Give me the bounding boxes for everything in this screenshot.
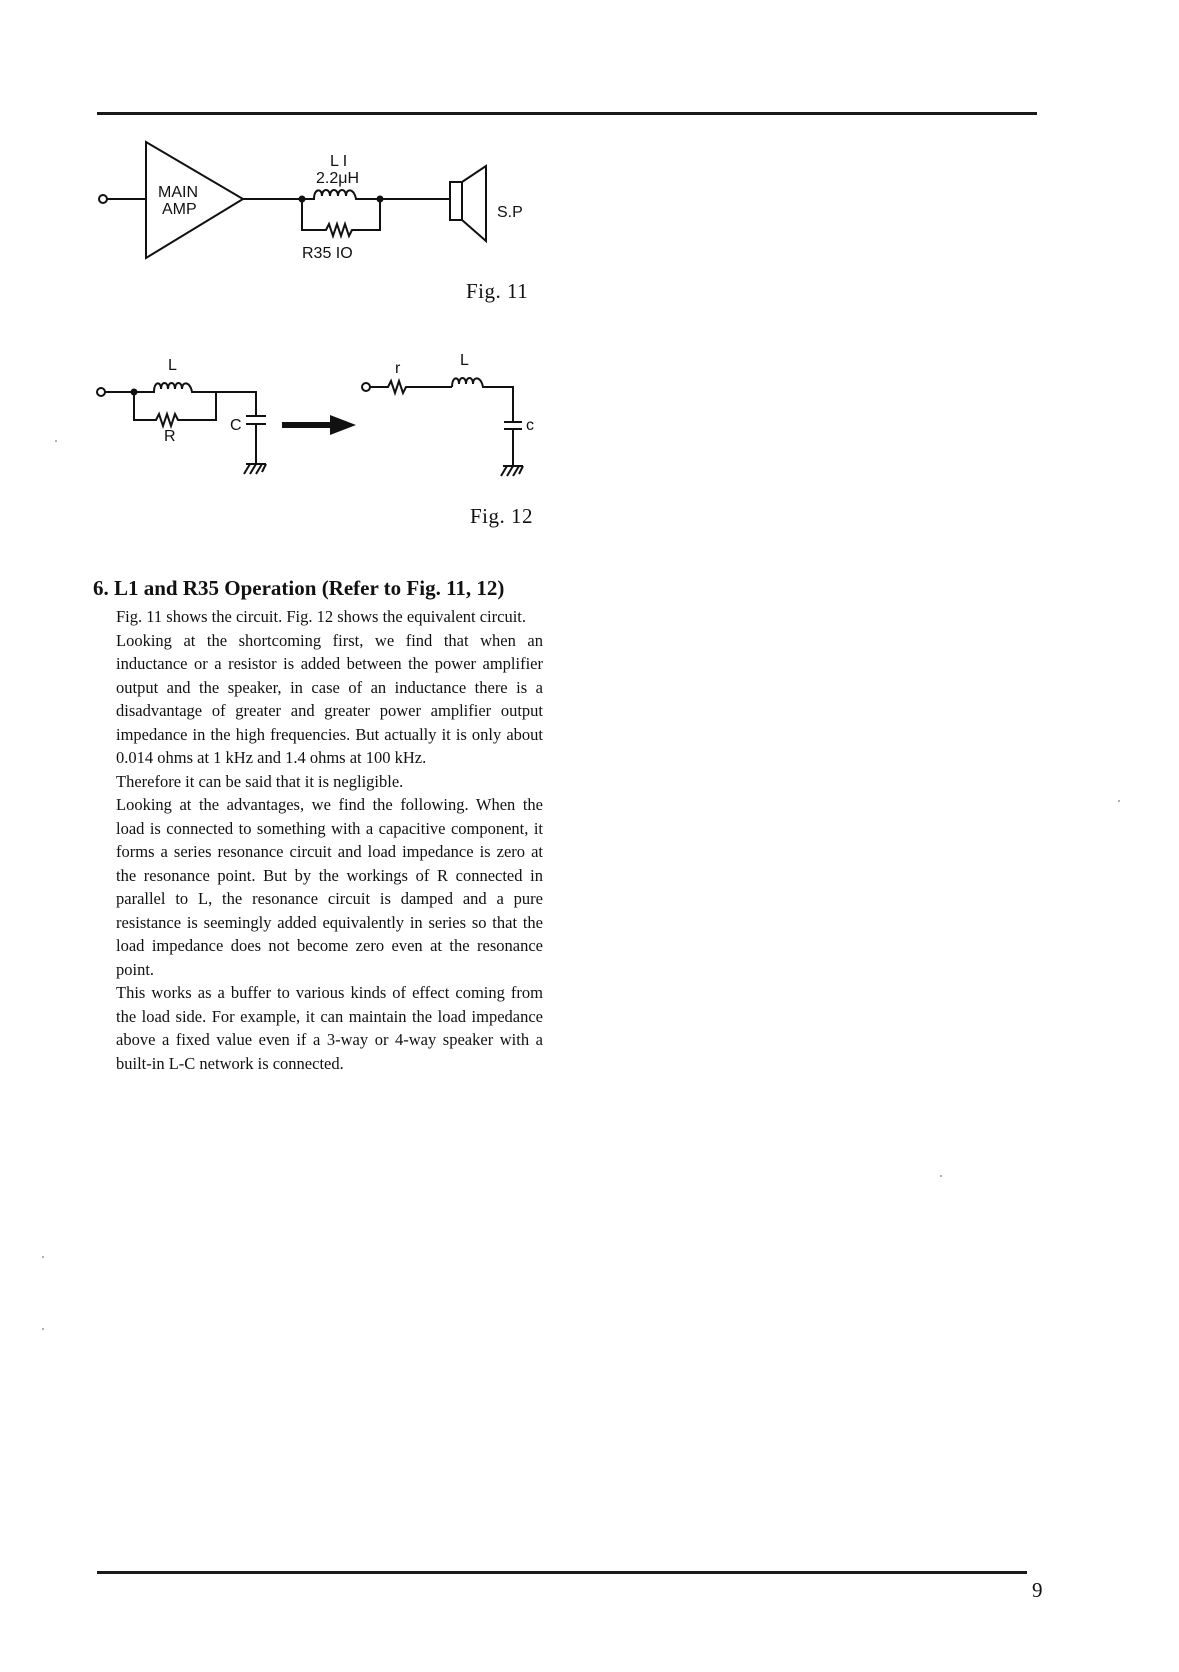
amp-label-amp: AMP — [162, 201, 197, 218]
fig12-left-input-terminal — [97, 388, 105, 396]
speaker-cone — [462, 166, 486, 241]
inductor-value-label: 2.2μH — [316, 170, 360, 187]
section-heading: 6. L1 and R35 Operation (Refer to Fig. 11, 12) — [93, 576, 505, 600]
amp-label-main: MAIN — [158, 184, 198, 201]
fig12-right-label-l: L — [460, 352, 469, 369]
scan-speck — [42, 1328, 44, 1330]
scan-speck — [55, 440, 57, 442]
section-l1-r35 — [93, 575, 543, 1075]
ground-icon — [501, 466, 523, 476]
fig12-right-diagram — [362, 352, 534, 476]
paragraph: Looking at the shortcoming first, we find that when an inductance or a resistor is added between the power amplifier output and the speaker, in case of an inductance there is a disadvantage of greater and greater power amplifier output impedance in the high frequencies. But actually it is only about 0.014 ohms at 1 kHz and 1.4 ohms at 100 kHz. — [116, 630, 543, 767]
inductor-l1 — [302, 190, 380, 199]
inductor-name-label: L I — [330, 153, 348, 170]
fig11-input-terminal — [99, 195, 107, 203]
fig12-left-label-r: R — [164, 428, 176, 445]
speaker-label: S.P — [497, 204, 523, 221]
paragraph: This works as a buffer to various kinds of effect coming from the load side. For example, it can maintain the load impedance above a fixed value even if a 3-way or 4-way speaker with a built-in L-C network is connected. — [116, 983, 543, 1073]
bottom-rule — [97, 1571, 1027, 1574]
fig11-caption: Fig. 11 — [466, 279, 529, 303]
resistor-label: R35 IO — [302, 245, 353, 262]
equivalence-arrow-icon — [282, 415, 356, 435]
fig12-right-input-terminal — [362, 383, 370, 391]
fig12-caption: Fig. 12 — [470, 504, 534, 528]
scan-speck — [940, 1175, 942, 1177]
scan-speck — [42, 1256, 44, 1258]
fig12-left-wire-to-cap — [216, 392, 256, 416]
fig12-left-inductor — [134, 383, 216, 392]
fig12-left-label-l: L — [168, 357, 177, 374]
paragraph: Looking at the advantages, we find the following. When the load is connected to something with a capacitive component, it forms a series resonance circuit and load impedance is zero at the resonance point. But by the workings of R connected in parallel to L, the resonance circuit is damped and a pure resistance is seemingly added equivalently in series so that the load impedance does not become zero even at the resonance point. — [116, 795, 543, 979]
fig12-right-label-c: c — [526, 417, 534, 434]
paragraph: Therefore it can be said that it is negligible. — [116, 771, 404, 791]
fig12-right-resistor — [370, 381, 452, 393]
section-body — [93, 605, 543, 1075]
fig11-diagram — [99, 142, 523, 262]
fig12-right-inductor — [452, 378, 513, 422]
scan-speck — [1118, 800, 1120, 802]
fig12-left-label-c: C — [230, 417, 242, 434]
speaker-icon — [450, 182, 462, 220]
fig12-left-resistor — [134, 392, 216, 426]
page-number: 9 — [1032, 1578, 1043, 1602]
fig12-left-diagram — [97, 357, 266, 474]
circuit-diagrams — [0, 0, 1179, 560]
paragraph: Fig. 11 shows the circuit. Fig. 12 shows the equivalent circuit. — [116, 607, 527, 626]
fig12-right-label-r: r — [395, 360, 401, 377]
resistor-r35 — [302, 199, 380, 236]
ground-icon — [244, 464, 266, 474]
